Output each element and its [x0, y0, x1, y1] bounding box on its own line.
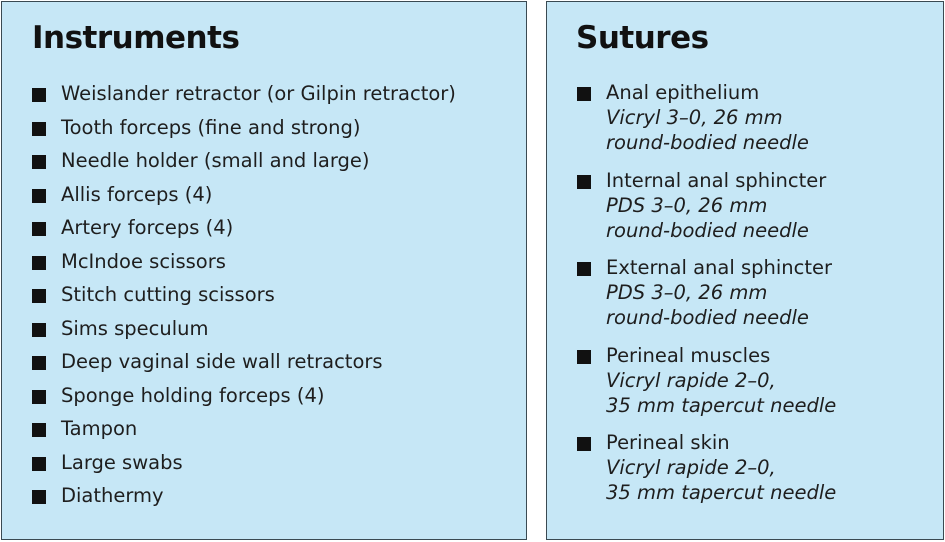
square-bullet-icon — [32, 222, 46, 236]
square-bullet-icon — [32, 356, 46, 370]
suture-material: PDS 3–0, 26 mm — [606, 193, 768, 217]
instrument-label: Large swabs — [61, 450, 183, 474]
square-bullet-icon — [32, 490, 46, 504]
sutures-title: Sutures — [576, 20, 709, 56]
suture-site: Anal epithelium — [606, 81, 760, 104]
suture-site: Perineal muscles — [606, 343, 771, 367]
instrument-label: Allis forceps (4) — [61, 182, 213, 206]
square-bullet-icon — [32, 155, 46, 169]
suture-material: PDS 3–0, 26 mm — [606, 281, 768, 304]
instrument-label: Stitch cutting scissors — [61, 283, 275, 306]
square-bullet-icon — [577, 262, 591, 276]
square-bullet-icon — [32, 88, 46, 102]
square-bullet-icon — [577, 350, 591, 364]
suture-needle: round-bodied needle — [606, 131, 809, 154]
square-bullet-icon — [32, 390, 46, 404]
suture-site: Perineal skin — [606, 431, 730, 454]
suture-material: Vicryl rapide 2–0, — [606, 368, 776, 392]
square-bullet-icon — [32, 122, 46, 136]
instrument-label: Diathermy — [61, 484, 164, 507]
suture-needle: round-bodied needle — [606, 306, 809, 329]
instrument-label: Sponge holding forceps (4) — [61, 383, 325, 407]
suture-site: Internal anal sphincter — [606, 168, 827, 192]
instruments-panel — [1, 1, 527, 540]
square-bullet-icon — [32, 189, 46, 203]
instruments-title: Instruments — [32, 20, 240, 56]
instrument-label: Tooth forceps (fine and strong) — [61, 115, 361, 139]
square-bullet-icon — [32, 457, 46, 471]
sutures-panel — [546, 1, 944, 540]
instrument-label: Tampon — [61, 417, 138, 440]
suture-material: Vicryl rapide 2–0, — [606, 456, 776, 479]
square-bullet-icon — [577, 437, 591, 451]
suture-needle: 35 mm tapercut needle — [606, 481, 837, 504]
square-bullet-icon — [577, 175, 591, 189]
instrument-label: Weislander retractor (or Gilpin retractor) — [61, 82, 456, 105]
suture-site: External anal sphincter — [606, 256, 833, 279]
suture-needle: 35 mm tapercut needle — [606, 393, 837, 417]
instrument-label: Artery forceps (4) — [61, 216, 234, 239]
instrument-label: Sims speculum — [61, 316, 209, 340]
square-bullet-icon — [577, 87, 591, 101]
square-bullet-icon — [32, 323, 46, 337]
square-bullet-icon — [32, 423, 46, 437]
suture-material: Vicryl 3–0, 26 mm — [606, 106, 783, 129]
instrument-label: Deep vaginal side wall retractors — [61, 350, 383, 373]
suture-needle: round-bodied needle — [606, 218, 809, 242]
instrument-label: Needle holder (small and large) — [61, 149, 370, 172]
square-bullet-icon — [32, 256, 46, 270]
instrument-label: McIndoe scissors — [61, 249, 226, 273]
square-bullet-icon — [32, 289, 46, 303]
